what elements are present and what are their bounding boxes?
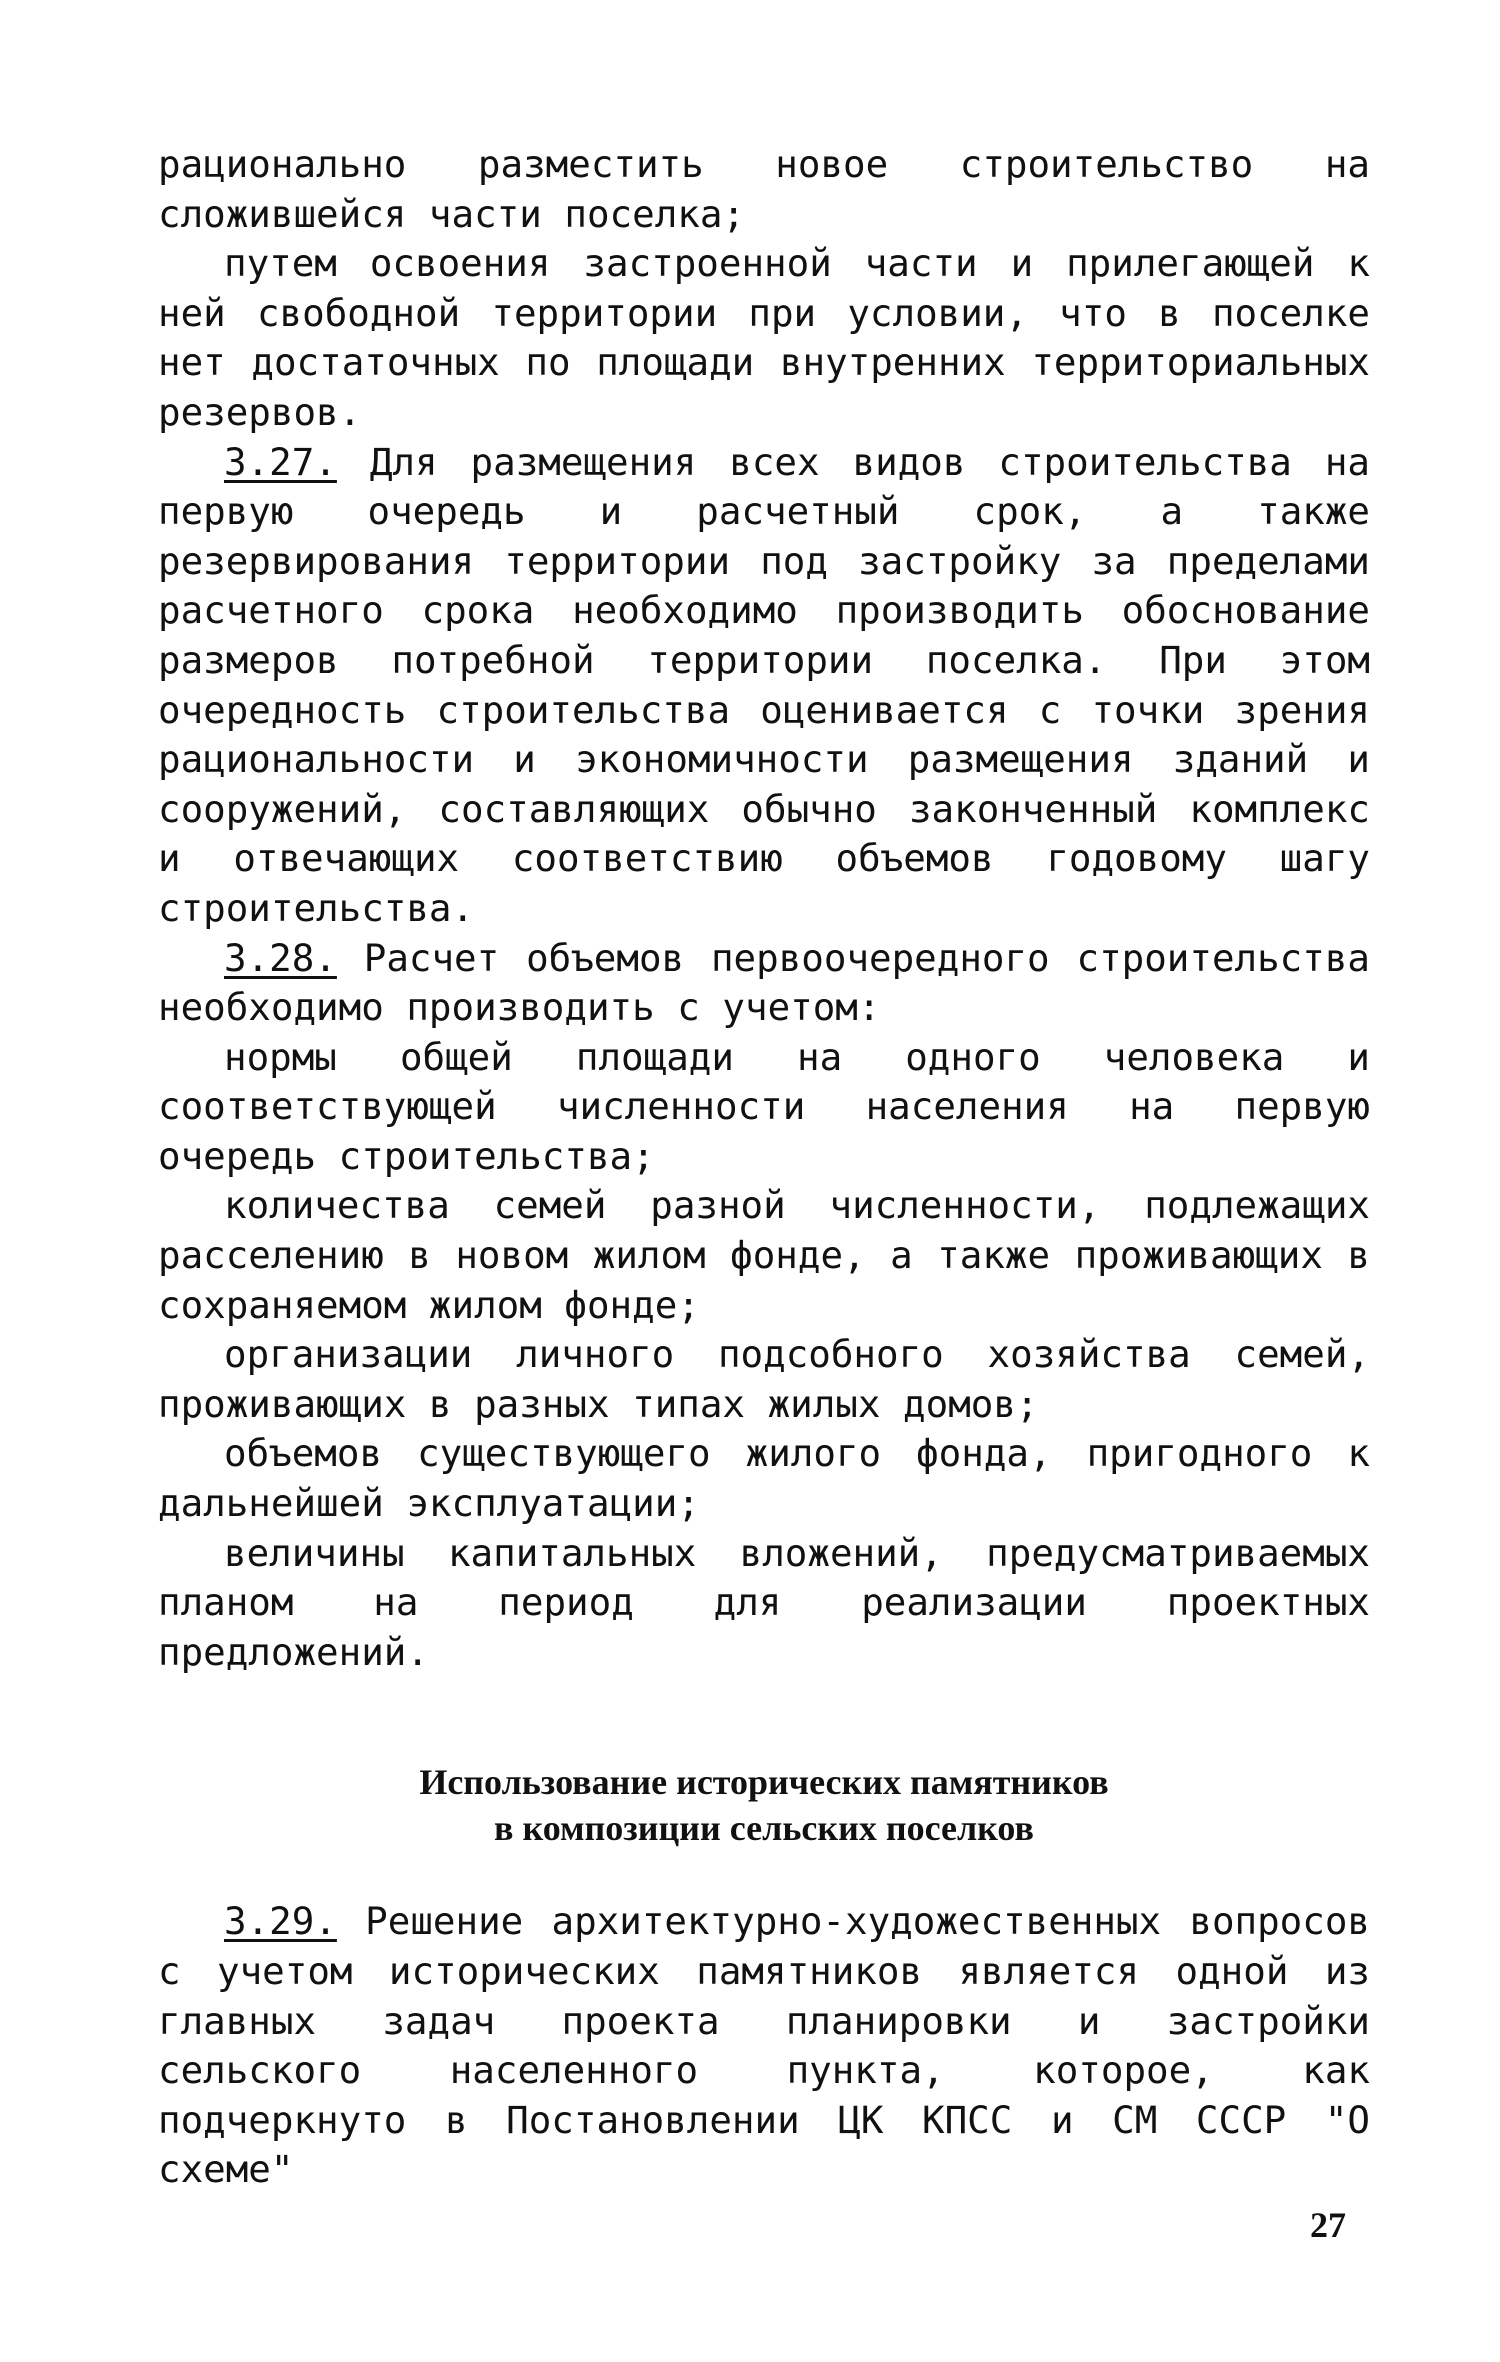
- paragraph-3-28: [158, 934, 1370, 1033]
- clause-number: 3.29.: [224, 1899, 337, 1944]
- list-item-text: величины капитальных вложений, предусматриваемых планом на период для реализации проектных предложений.: [158, 1530, 1370, 1674]
- list-item-text: объемов существующего жилого фонда, пригодного к дальнейшей эксплуатации;: [158, 1431, 1370, 1526]
- list-item-families: [158, 1181, 1370, 1330]
- paragraph-2-text: путем освоения застроенной части и прилегающей к ней свободной территории при условии, что в поселке нет достаточных по площади внутренних территориальных резервов.: [158, 241, 1370, 434]
- paragraph-3-28-text: Расчет объемов первоочередного строительства необходимо производить с учетом:: [158, 935, 1370, 1030]
- section-heading: [158, 1759, 1370, 1851]
- paragraph-1-text: рационально разместить новое строительство на сложившейся части поселка;: [158, 142, 1370, 236]
- section-heading-line-1: Использование исторических памятников: [419, 1762, 1109, 1803]
- clause-number: 3.28.: [224, 935, 337, 980]
- document-page: [158, 140, 1370, 2195]
- paragraph-3-29: [158, 1897, 1370, 2195]
- list-item-household: [158, 1330, 1370, 1429]
- section-heading-line-2: в композиции сельских поселков: [494, 1808, 1034, 1849]
- page-number: 27: [1310, 2205, 1346, 2245]
- list-item-text: организации личного подсобного хозяйства семей, проживающих в разных типах жилых домов;: [158, 1332, 1370, 1426]
- paragraph-3-29-text: Решение архитектурно-художественных вопросов с учетом исторических памятников является одной из главных задач проекта планировки и застройки сельского населенного пункта, которое, как подчеркнуто в Постановлении ЦК КПСС и СМ СССР "О схеме": [158, 1899, 1370, 2192]
- list-item-investments: [158, 1529, 1370, 1678]
- clause-number: 3.27.: [224, 439, 337, 484]
- paragraph-1: [158, 140, 1370, 239]
- paragraph-3-27-text: Для размещения всех видов строительства на первую очередь и расчетный срок, а также резервирования территории под застройку за пределами расчетного срока необходимо производить обоснование размеров потребной территории поселка. При этом очередность строительства оценивается с точки зрения рациональности и экономичности размещения зданий и сооружений, составляющих обычно законченный комплекс и отвечающих соответствию объемов годовому шагу строительства.: [158, 439, 1370, 930]
- list-item-norms: [158, 1033, 1370, 1182]
- list-item-text: нормы общей площади на одного человека и соответствующей численности населения на первую очередь строительства;: [158, 1034, 1370, 1178]
- paragraph-3-27: [158, 438, 1370, 934]
- list-item-housing-stock: [158, 1429, 1370, 1528]
- paragraph-2: [158, 239, 1370, 437]
- list-item-text: количества семей разной численности, подлежащих расселению в новом жилом фонде, а также проживающих в сохраняемом жилом фонде;: [158, 1183, 1370, 1327]
